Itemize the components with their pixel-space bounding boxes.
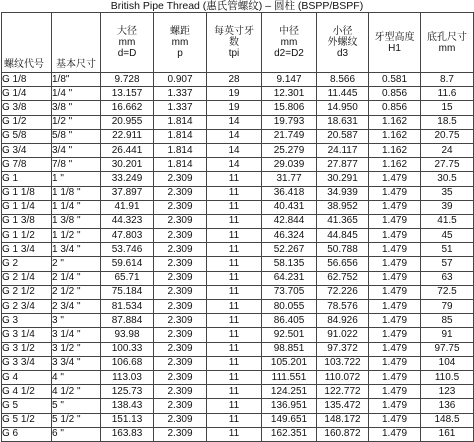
page-title: British Pipe Thread (惠氏管螺纹) – 圆柱 (BSPP/BSPF) xyxy=(110,0,364,12)
header-nominal-size: 基本尺寸 xyxy=(52,13,101,73)
thread-height-cell: 1.479 xyxy=(369,427,421,441)
pitch-diameter-cell: 111.551 xyxy=(262,370,317,384)
nominal-size-cell: 3 1/4 " xyxy=(52,328,101,342)
minor-diameter-cell: 110.072 xyxy=(317,370,369,384)
thread-height-cell: 1.479 xyxy=(369,399,421,413)
pitch-cell: 2.309 xyxy=(154,314,207,328)
designation-cell: G 2 xyxy=(2,257,52,271)
designation-cell: G 1 1/4 xyxy=(2,200,52,214)
pitch-cell: 2.309 xyxy=(154,413,207,427)
designation-cell: G 7/8 xyxy=(2,158,52,172)
pitch-cell: 2.309 xyxy=(154,427,207,441)
nominal-size-cell: 2 1/4 " xyxy=(52,271,101,285)
tap-drill-cell: 104 xyxy=(421,356,474,370)
header-line: 中径 xyxy=(279,26,299,37)
tap-drill-cell: 123 xyxy=(421,385,474,399)
tpi-cell: 11 xyxy=(207,271,262,285)
pitch-cell: 1.814 xyxy=(154,129,207,143)
table-row xyxy=(2,229,474,243)
thread-height-cell: 1.479 xyxy=(369,200,421,214)
pitch-diameter-cell: 64.231 xyxy=(262,271,317,285)
tap-drill-cell: 91 xyxy=(421,328,474,342)
pitch-diameter-cell: 73.705 xyxy=(262,285,317,299)
header-line: d2=D2 xyxy=(274,48,304,59)
minor-diameter-cell: 34.939 xyxy=(317,186,369,200)
minor-diameter-cell: 27.877 xyxy=(317,158,369,172)
tpi-cell: 11 xyxy=(207,370,262,384)
pitch-cell: 2.309 xyxy=(154,399,207,413)
nominal-size-cell: 6 " xyxy=(52,427,101,441)
designation-cell: G 4 1/2 xyxy=(2,385,52,399)
pitch-diameter-cell: 80.055 xyxy=(262,300,317,314)
header-line: 每英寸牙 xyxy=(214,26,254,37)
tap-drill-cell: 39 xyxy=(421,200,474,214)
pitch-cell: 2.309 xyxy=(154,300,207,314)
tpi-cell: 11 xyxy=(207,229,262,243)
header-tap-drill xyxy=(421,13,474,73)
tpi-cell: 11 xyxy=(207,200,262,214)
pitch-cell: 2.309 xyxy=(154,172,207,186)
tap-drill-cell: 72.5 xyxy=(421,285,474,299)
table-row xyxy=(2,257,474,271)
pitch-diameter-cell: 25.279 xyxy=(262,143,317,157)
tap-drill-cell: 57 xyxy=(421,257,474,271)
pitch-cell: 2.309 xyxy=(154,271,207,285)
table-row xyxy=(2,300,474,314)
header-tpi xyxy=(207,13,262,73)
nominal-size-cell: 3/4 " xyxy=(52,143,101,157)
tpi-cell: 11 xyxy=(207,314,262,328)
major-diameter-cell: 151.13 xyxy=(101,413,154,427)
pitch-diameter-cell: 12.301 xyxy=(262,87,317,101)
tpi-cell: 11 xyxy=(207,399,262,413)
minor-diameter-cell: 97.372 xyxy=(317,342,369,356)
header-line: mm xyxy=(171,37,189,48)
pitch-diameter-cell: 21.749 xyxy=(262,129,317,143)
pitch-cell: 1.337 xyxy=(154,101,207,115)
pitch-diameter-cell: 52.267 xyxy=(262,243,317,257)
nominal-size-cell: 1 1/2 " xyxy=(52,229,101,243)
designation-cell: G 1 3/8 xyxy=(2,214,52,228)
minor-diameter-cell: 14.950 xyxy=(317,101,369,115)
nominal-size-cell: 2 " xyxy=(52,257,101,271)
header-pitch-diameter xyxy=(262,13,317,73)
tpi-cell: 11 xyxy=(207,328,262,342)
tap-drill-cell: 136 xyxy=(421,399,474,413)
tpi-cell: 14 xyxy=(207,129,262,143)
pitch-diameter-cell: 58.135 xyxy=(262,257,317,271)
table-row xyxy=(2,143,474,157)
tap-drill-cell: 41.5 xyxy=(421,214,474,228)
thread-height-cell: 1.479 xyxy=(369,186,421,200)
tpi-cell: 11 xyxy=(207,186,262,200)
header-major-diameter xyxy=(101,13,154,73)
header-line: tpi xyxy=(228,48,240,59)
tpi-cell: 28 xyxy=(207,73,262,87)
tpi-cell: 11 xyxy=(207,427,262,441)
thread-height-cell: 1.479 xyxy=(369,243,421,257)
pitch-cell: 2.309 xyxy=(154,285,207,299)
thread-height-cell: 1.162 xyxy=(369,129,421,143)
designation-cell: G 3 xyxy=(2,314,52,328)
table-row xyxy=(2,214,474,228)
nominal-size-cell: 3 1/2 " xyxy=(52,342,101,356)
pitch-diameter-cell: 92.501 xyxy=(262,328,317,342)
nominal-size-cell: 3/8 " xyxy=(52,101,101,115)
table-row xyxy=(2,285,474,299)
major-diameter-cell: 106.68 xyxy=(101,356,154,370)
pitch-diameter-cell: 46.324 xyxy=(262,229,317,243)
minor-diameter-cell: 41.365 xyxy=(317,214,369,228)
header-line: d=D xyxy=(117,48,137,59)
tap-drill-cell: 110.5 xyxy=(421,370,474,384)
pitch-diameter-cell: 31.77 xyxy=(262,172,317,186)
pitch-cell: 2.309 xyxy=(154,186,207,200)
pitch-cell: 2.309 xyxy=(154,257,207,271)
tpi-cell: 11 xyxy=(207,413,262,427)
pitch-cell: 2.309 xyxy=(154,200,207,214)
major-diameter-cell: 16.662 xyxy=(101,101,154,115)
header-thread-height xyxy=(369,13,421,73)
pitch-cell: 1.814 xyxy=(154,115,207,129)
thread-height-cell: 1.479 xyxy=(369,342,421,356)
nominal-size-cell: 1 1/8 " xyxy=(52,186,101,200)
major-diameter-cell: 22.911 xyxy=(101,129,154,143)
minor-diameter-cell: 148.172 xyxy=(317,413,369,427)
major-diameter-cell: 33.249 xyxy=(101,172,154,186)
table-row xyxy=(2,271,474,285)
table-row xyxy=(2,186,474,200)
thread-height-cell: 0.581 xyxy=(369,73,421,87)
thread-height-cell: 1.479 xyxy=(369,328,421,342)
major-diameter-cell: 87.884 xyxy=(101,314,154,328)
designation-cell: G 3/8 xyxy=(2,101,52,115)
major-diameter-cell: 163.83 xyxy=(101,427,154,441)
designation-cell: G 4 xyxy=(2,370,52,384)
tpi-cell: 11 xyxy=(207,214,262,228)
pitch-cell: 2.309 xyxy=(154,356,207,370)
tap-drill-cell: 85 xyxy=(421,314,474,328)
table-row xyxy=(2,172,474,186)
minor-diameter-cell: 8.566 xyxy=(317,73,369,87)
tpi-cell: 14 xyxy=(207,143,262,157)
tap-drill-cell: 79 xyxy=(421,300,474,314)
header-line: mm xyxy=(118,37,136,48)
minor-diameter-cell: 62.752 xyxy=(317,271,369,285)
pitch-diameter-cell: 124.251 xyxy=(262,385,317,399)
pitch-cell: 2.309 xyxy=(154,229,207,243)
designation-cell: G 3 1/2 xyxy=(2,342,52,356)
header-row xyxy=(2,13,474,73)
thread-table xyxy=(1,12,474,442)
tpi-cell: 14 xyxy=(207,115,262,129)
designation-cell: G 2 3/4 xyxy=(2,300,52,314)
tpi-cell: 19 xyxy=(207,87,262,101)
thread-height-cell: 1.479 xyxy=(369,300,421,314)
designation-cell: G 6 xyxy=(2,427,52,441)
table-row xyxy=(2,73,474,87)
designation-cell: G 3 3/4 xyxy=(2,356,52,370)
tpi-cell: 11 xyxy=(207,285,262,299)
minor-diameter-cell: 56.656 xyxy=(317,257,369,271)
pitch-diameter-cell: 86.405 xyxy=(262,314,317,328)
minor-diameter-cell: 30.291 xyxy=(317,172,369,186)
major-diameter-cell: 9.728 xyxy=(101,73,154,87)
designation-cell: G 2 1/2 xyxy=(2,285,52,299)
major-diameter-cell: 93.98 xyxy=(101,328,154,342)
minor-diameter-cell: 11.445 xyxy=(317,87,369,101)
designation-cell: G 3/4 xyxy=(2,143,52,157)
table-row xyxy=(2,385,474,399)
nominal-size-cell: 1 3/8 " xyxy=(52,214,101,228)
minor-diameter-cell: 20.587 xyxy=(317,129,369,143)
minor-diameter-cell: 44.845 xyxy=(317,229,369,243)
designation-cell: G 1 1/8 xyxy=(2,186,52,200)
nominal-size-cell: 5 " xyxy=(52,399,101,413)
nominal-size-cell: 4 1/2 " xyxy=(52,385,101,399)
table-row xyxy=(2,87,474,101)
designation-cell: G 1/8 xyxy=(2,73,52,87)
pitch-diameter-cell: 40.431 xyxy=(262,200,317,214)
major-diameter-cell: 20.955 xyxy=(101,115,154,129)
header-pitch xyxy=(154,13,207,73)
pitch-cell: 2.309 xyxy=(154,328,207,342)
nominal-size-cell: 1 3/4 " xyxy=(52,243,101,257)
header-line: p xyxy=(177,48,183,59)
nominal-size-cell: 4 " xyxy=(52,370,101,384)
thread-height-cell: 1.479 xyxy=(369,370,421,384)
minor-diameter-cell: 91.022 xyxy=(317,328,369,342)
designation-cell: G 2 1/4 xyxy=(2,271,52,285)
header-line: 底孔尺寸 xyxy=(427,31,467,43)
major-diameter-cell: 13.157 xyxy=(101,87,154,101)
major-diameter-cell: 125.73 xyxy=(101,385,154,399)
thread-height-cell: 1.479 xyxy=(369,356,421,370)
tap-drill-cell: 8.7 xyxy=(421,73,474,87)
tpi-cell: 11 xyxy=(207,257,262,271)
tpi-cell: 11 xyxy=(207,243,262,257)
table-row xyxy=(2,413,474,427)
tap-drill-cell: 51 xyxy=(421,243,474,257)
pitch-cell: 2.309 xyxy=(154,342,207,356)
table-row xyxy=(2,158,474,172)
table-row xyxy=(2,328,474,342)
nominal-size-cell: 2 1/2 " xyxy=(52,285,101,299)
nominal-size-cell: 2 3/4 " xyxy=(52,300,101,314)
table-row xyxy=(2,356,474,370)
tap-drill-cell: 45 xyxy=(421,229,474,243)
thread-height-cell: 1.479 xyxy=(369,257,421,271)
thread-height-cell: 1.479 xyxy=(369,314,421,328)
pitch-diameter-cell: 136.951 xyxy=(262,399,317,413)
pitch-cell: 2.309 xyxy=(154,243,207,257)
minor-diameter-cell: 84.926 xyxy=(317,314,369,328)
nominal-size-cell: 3 3/4 " xyxy=(52,356,101,370)
pitch-diameter-cell: 162.351 xyxy=(262,427,317,441)
pitch-cell: 0.907 xyxy=(154,73,207,87)
designation-cell: G 5 1/2 xyxy=(2,413,52,427)
header-line: 牙型高度 xyxy=(374,31,415,43)
thread-height-cell: 1.162 xyxy=(369,158,421,172)
designation-cell: G 5/8 xyxy=(2,129,52,143)
tpi-cell: 14 xyxy=(207,158,262,172)
major-diameter-cell: 138.43 xyxy=(101,399,154,413)
minor-diameter-cell: 122.772 xyxy=(317,385,369,399)
thread-height-cell: 1.479 xyxy=(369,285,421,299)
header-line: 小径 xyxy=(332,26,353,37)
major-diameter-cell: 47.803 xyxy=(101,229,154,243)
pitch-cell: 1.337 xyxy=(154,87,207,101)
pitch-diameter-cell: 15.806 xyxy=(262,101,317,115)
major-diameter-cell: 30.201 xyxy=(101,158,154,172)
table-row xyxy=(2,342,474,356)
tap-drill-cell: 97.75 xyxy=(421,342,474,356)
major-diameter-cell: 113.03 xyxy=(101,370,154,384)
nominal-size-cell: 1/8" xyxy=(52,73,101,87)
designation-cell: G 1 1/2 xyxy=(2,229,52,243)
major-diameter-cell: 65.71 xyxy=(101,271,154,285)
table-row xyxy=(2,101,474,115)
thread-height-cell: 1.479 xyxy=(369,214,421,228)
table-row xyxy=(2,314,474,328)
thread-height-cell: 1.479 xyxy=(369,271,421,285)
tap-drill-cell: 27.75 xyxy=(421,158,474,172)
header-line: mm xyxy=(280,37,298,48)
nominal-size-cell: 5/8 " xyxy=(52,129,101,143)
major-diameter-cell: 81.534 xyxy=(101,300,154,314)
nominal-size-cell: 7/8 " xyxy=(52,158,101,172)
header-designation: 螺纹代号 xyxy=(2,13,52,73)
header-minor-diameter xyxy=(317,13,369,73)
designation-cell: G 3 1/4 xyxy=(2,328,52,342)
pitch-diameter-cell: 105.201 xyxy=(262,356,317,370)
pitch-diameter-cell: 29.039 xyxy=(262,158,317,172)
table-row xyxy=(2,115,474,129)
designation-cell: G 1 3/4 xyxy=(2,243,52,257)
minor-diameter-cell: 78.576 xyxy=(317,300,369,314)
tap-drill-cell: 24 xyxy=(421,143,474,157)
header-line: d3 xyxy=(336,48,349,59)
thread-height-cell: 1.479 xyxy=(369,385,421,399)
major-diameter-cell: 75.184 xyxy=(101,285,154,299)
tap-drill-cell: 15 xyxy=(421,101,474,115)
minor-diameter-cell: 103.722 xyxy=(317,356,369,370)
header-line: H1 xyxy=(388,42,401,54)
pitch-diameter-cell: 36.418 xyxy=(262,186,317,200)
thread-height-cell: 1.479 xyxy=(369,172,421,186)
tap-drill-cell: 35 xyxy=(421,186,474,200)
header-line: mm xyxy=(438,42,456,54)
tap-drill-cell: 148.5 xyxy=(421,413,474,427)
pitch-diameter-cell: 42.844 xyxy=(262,214,317,228)
pitch-diameter-cell: 98.851 xyxy=(262,342,317,356)
tpi-cell: 19 xyxy=(207,101,262,115)
minor-diameter-cell: 72.226 xyxy=(317,285,369,299)
designation-cell: G 5 xyxy=(2,399,52,413)
pitch-cell: 2.309 xyxy=(154,370,207,384)
nominal-size-cell: 1 1/4 " xyxy=(52,200,101,214)
table-row xyxy=(2,200,474,214)
major-diameter-cell: 53.746 xyxy=(101,243,154,257)
minor-diameter-cell: 24.117 xyxy=(317,143,369,157)
major-diameter-cell: 44.323 xyxy=(101,214,154,228)
pitch-diameter-cell: 149.651 xyxy=(262,413,317,427)
thread-height-cell: 1.162 xyxy=(369,115,421,129)
tpi-cell: 11 xyxy=(207,356,262,370)
thread-height-cell: 1.479 xyxy=(369,229,421,243)
header-line: 外螺纹 xyxy=(327,37,358,48)
tap-drill-cell: 18.5 xyxy=(421,115,474,129)
tap-drill-cell: 161 xyxy=(421,427,474,441)
minor-diameter-cell: 38.952 xyxy=(317,200,369,214)
minor-diameter-cell: 135.472 xyxy=(317,399,369,413)
designation-cell: G 1/4 xyxy=(2,87,52,101)
nominal-size-cell: 1/4 " xyxy=(52,87,101,101)
nominal-size-cell: 3 " xyxy=(52,314,101,328)
pitch-cell: 2.309 xyxy=(154,385,207,399)
tap-drill-cell: 63 xyxy=(421,271,474,285)
major-diameter-cell: 41.91 xyxy=(101,200,154,214)
nominal-size-cell: 5 1/2 " xyxy=(52,413,101,427)
tpi-cell: 11 xyxy=(207,342,262,356)
pitch-diameter-cell: 19.793 xyxy=(262,115,317,129)
minor-diameter-cell: 160.872 xyxy=(317,427,369,441)
tpi-cell: 11 xyxy=(207,300,262,314)
tap-drill-cell: 20.75 xyxy=(421,129,474,143)
major-diameter-cell: 100.33 xyxy=(101,342,154,356)
header-line: 大径 xyxy=(117,26,137,37)
table-row xyxy=(2,129,474,143)
pitch-cell: 1.814 xyxy=(154,158,207,172)
tpi-cell: 11 xyxy=(207,172,262,186)
minor-diameter-cell: 50.788 xyxy=(317,243,369,257)
pitch-cell: 1.814 xyxy=(154,143,207,157)
table-row xyxy=(2,243,474,257)
major-diameter-cell: 26.441 xyxy=(101,143,154,157)
minor-diameter-cell: 18.631 xyxy=(317,115,369,129)
thread-height-cell: 0.856 xyxy=(369,87,421,101)
pitch-cell: 2.309 xyxy=(154,214,207,228)
major-diameter-cell: 59.614 xyxy=(101,257,154,271)
header-line: 数 xyxy=(229,37,239,48)
table-row xyxy=(2,399,474,413)
thread-height-cell: 0.856 xyxy=(369,101,421,115)
header-line: 螺距 xyxy=(170,26,190,37)
pitch-diameter-cell: 9.147 xyxy=(262,73,317,87)
tap-drill-cell: 30.5 xyxy=(421,172,474,186)
major-diameter-cell: 37.897 xyxy=(101,186,154,200)
thread-height-cell: 1.162 xyxy=(369,143,421,157)
tap-drill-cell: 11.6 xyxy=(421,87,474,101)
designation-cell: G 1 xyxy=(2,172,52,186)
table-row xyxy=(2,427,474,441)
designation-cell: G 1/2 xyxy=(2,115,52,129)
table-row xyxy=(2,370,474,384)
nominal-size-cell: 1/2 " xyxy=(52,115,101,129)
nominal-size-cell: 1 " xyxy=(52,172,101,186)
tpi-cell: 11 xyxy=(207,385,262,399)
thread-height-cell: 1.479 xyxy=(369,413,421,427)
